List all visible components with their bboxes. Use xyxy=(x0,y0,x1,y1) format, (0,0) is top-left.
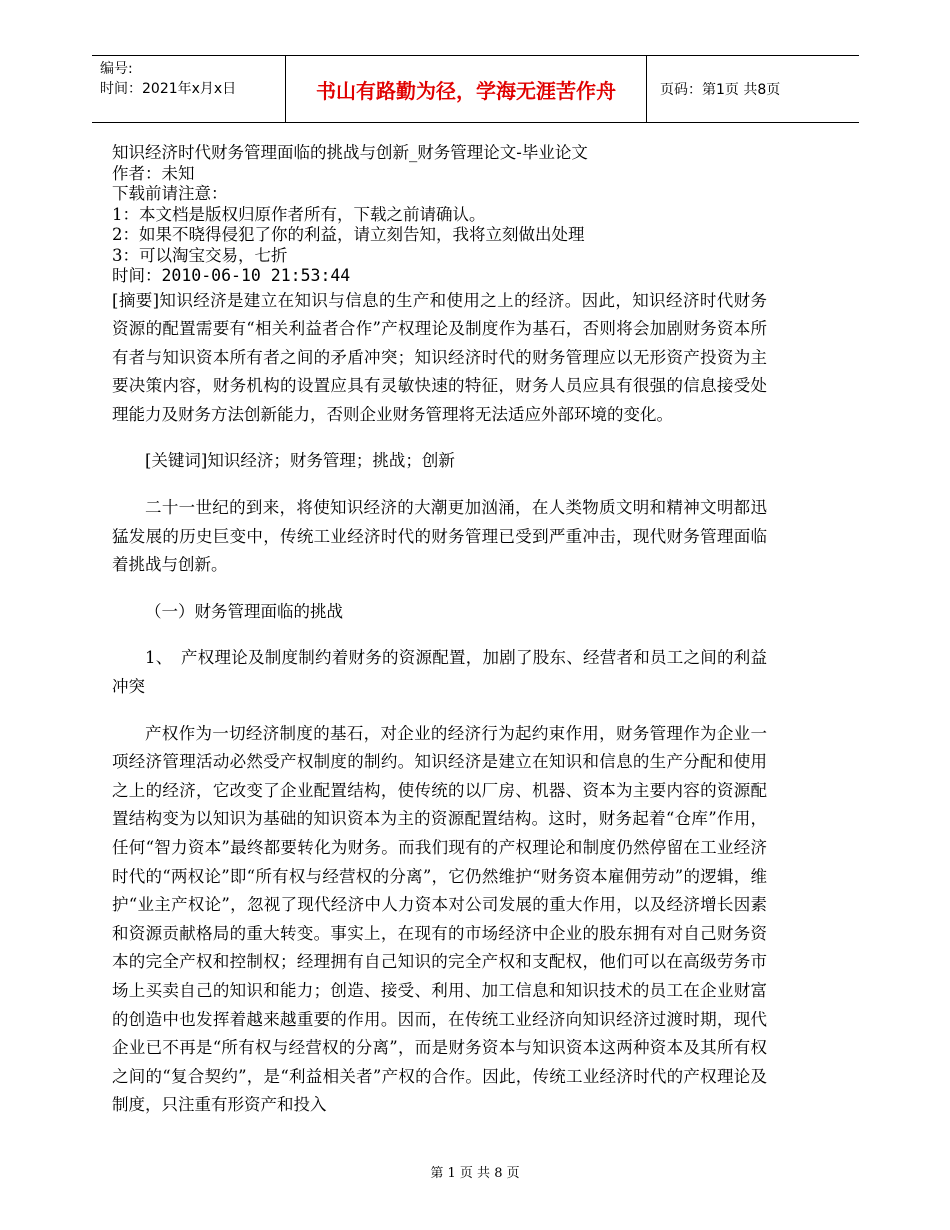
abstract-paragraph: [摘要]知识经济是建立在知识与信息的生产和使用之上的经济。因此，知识经济时代财务资源的配置需要有“相关利益者合作”产权理论及制度作为基石，否则将会加剧财务资本所有者与知识资本所有者之间的矛盾冲突；知识经济时代的财务管理应以无形资产投资为主要决策内容，财务机构的设置应具有灵敏快速的特征，财务人员应具有很强的信息接受处理能力及财务方法创新能力，否则企业财务管理将无法适应外部环境的变化。 xyxy=(112,290,767,424)
keywords-paragraph: [关键词]知识经济；财务管理；挑战；创新 xyxy=(145,451,455,471)
body-paragraph-1: 产权作为一切经济制度的基石，对企业的经济行为起约束作用，财务管理作为企业一项经济管理活动必然受产权制度的制约。知识经济是建立在知识和信息的生产分配和使用之上的经济，它改变了企业配置结构，使传统的以厂房、机器、资本为主要内容的资源配置结构变为以知识为基础的知识资本为主的资源配置结构。这时，财务起着“仓库”作用，任何“智力资本”最终都要转化为财务。而我们现有的产权理论和制度仍然停留在工业经济时代的“两权论”即“所有权与经营权的分离”，它仍然维护“财务资本雇佣劳动”的逻辑，维护“业主产权论”，忽视了现代经济中人力资本对公司发展的重大作用，以及经济增长因素和资源贡献格局的重大转变。事实上，在现有的市场经济中企业的股东拥有对自己财务资本的完全产权和控制权；经理拥有自己知识的完全产权和支配权，他们可以在高级劳务市场上买卖自己的知识和能力；创造、接受、利用、加工信息和知识技术的员工在企业财富的创造中也发挥着越来越重要的作用。因而，在传统工业经济向知识经济过渡时期，现代企业已不再是“所有权与经营权的分离”，而是财务资本与知识资本这两种资本及其所有权之间的“复合契约”，是“利益相关者”产权的合作。因此，传统工业经济时代的产权理论及制度，只注重有形资产和投入 xyxy=(112,723,767,1115)
intro-paragraph: 二十一世纪的到来，将使知识经济的大潮更加汹涌，在人类物质文明和精神文明都迅猛发展的历史巨变中，传统工业经济时代的财务管理已受到严重冲击，现代财务管理面临着挑战与创新。 xyxy=(112,498,767,575)
document-title: 知识经济时代财务管理面临的挑战与创新_财务管理论文-毕业论文 xyxy=(112,143,588,162)
page-footer: 第 1 页 共 8 页 xyxy=(430,1166,520,1181)
notice-item-3: 3：可以淘宝交易，七折 xyxy=(112,245,288,265)
subheading-1: 1、 产权理论及制度制约着财务的资源配置，加剧了股东、经营者和员工之间的利益冲突 xyxy=(112,648,767,697)
publish-time: 时间：2010-06-10 21:53:44 xyxy=(112,266,351,285)
document-time-label: 时间：2021年x月x日 xyxy=(100,81,237,97)
notice-heading: 下载前请注意： xyxy=(112,184,228,203)
document-body xyxy=(112,143,767,1120)
motto-text: 书山有路勤为径，学海无涯苦作舟 xyxy=(316,78,616,103)
notice-item-1: 1：本文档是版权归原作者所有，下载之前请确认。 xyxy=(112,204,486,224)
document-author: 作者：未知 xyxy=(112,163,195,183)
header-left xyxy=(100,59,236,99)
section-heading-1: （一）财务管理面临的挑战 xyxy=(145,601,343,621)
page-header xyxy=(92,55,859,123)
header-motto-box xyxy=(285,56,647,122)
header-page-number: 页码：第1页 共8页 xyxy=(660,82,781,98)
document-number-label: 编号: xyxy=(100,61,133,77)
notice-item-2: 2：如果不晓得侵犯了你的利益，请立刻告知，我将立刻做出处理 xyxy=(112,225,585,244)
